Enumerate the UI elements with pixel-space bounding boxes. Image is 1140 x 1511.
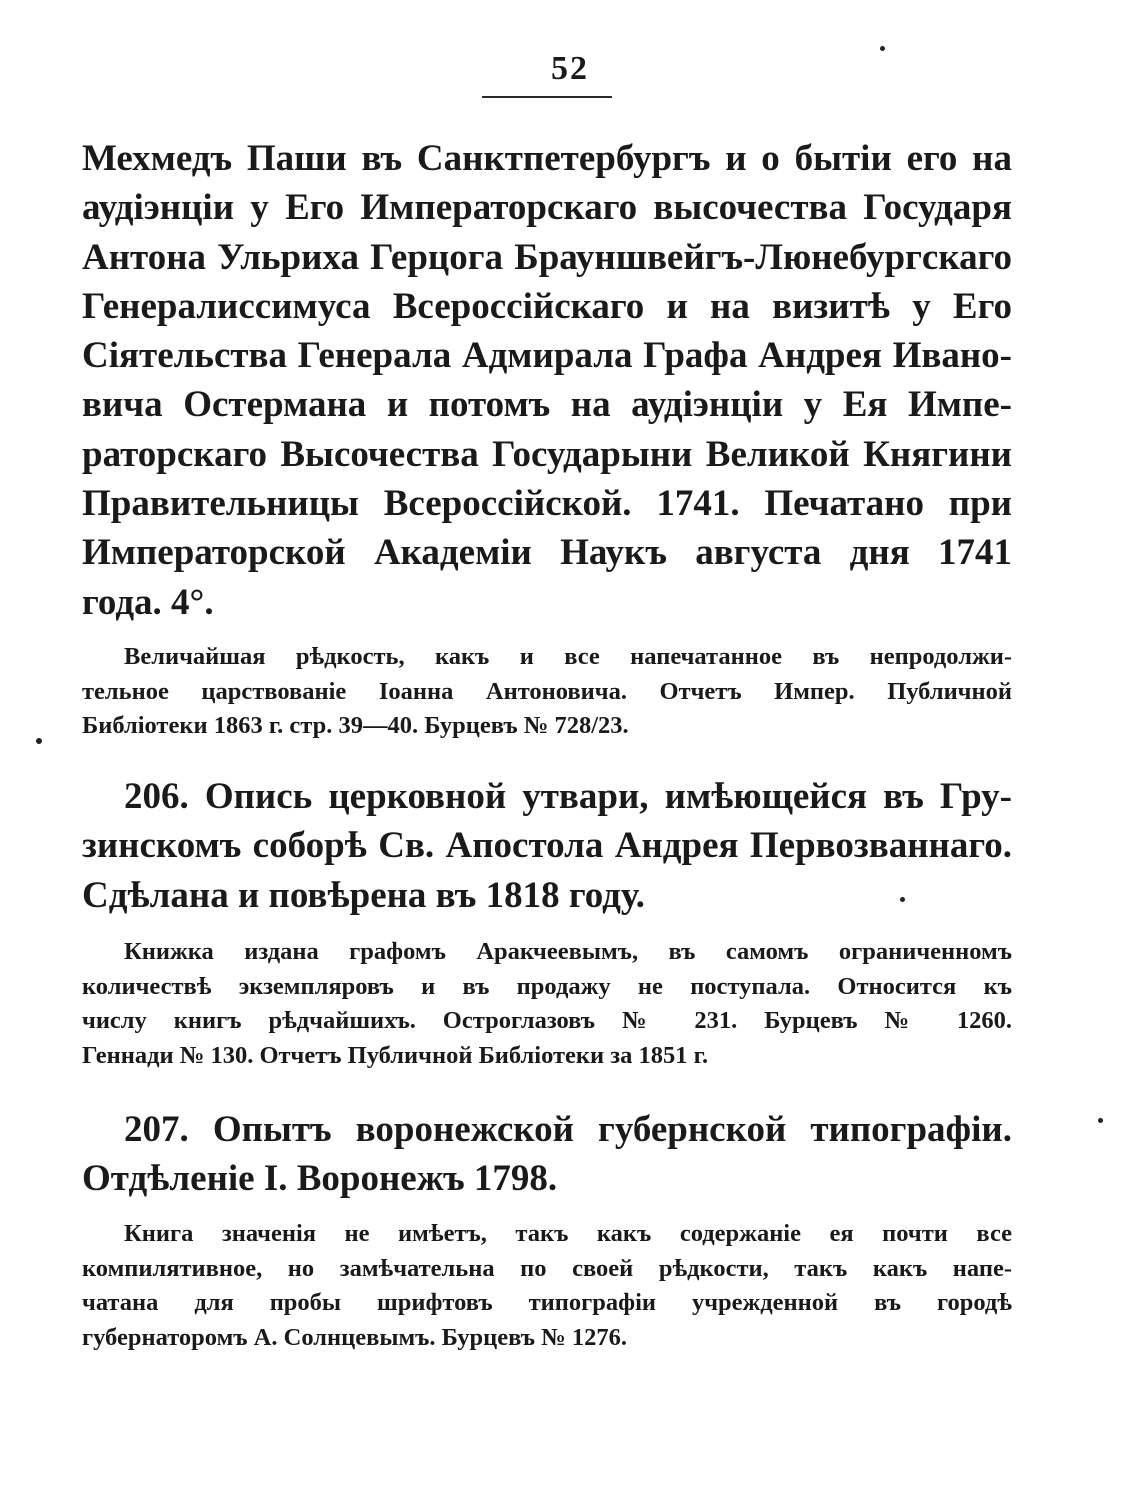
- text-line: Сдѣлана и повѣрена въ 1818 году.: [82, 874, 645, 916]
- text-line: 206. Опись церковной утвари, имѣющейся въ Гру-: [124, 776, 1012, 817]
- text-line: Правительницы Всероссійской. 1741. Печатано при: [82, 483, 1012, 525]
- text-line: Генералиссимуса Всероссійскаго и на визитѣ у Его: [82, 285, 1012, 327]
- entry-continued-note: [82, 640, 1012, 744]
- note-line: Геннади № 130. Отчетъ Публичной Библіотеки за 1851 г.: [82, 1041, 709, 1069]
- text-line: аудіэнціи у Его Императорскаго высочества Государя: [82, 187, 1012, 229]
- scan-speck: [36, 738, 42, 744]
- text-line: Мехмедъ Паши въ Санктпетербургъ и о бытіи его на: [82, 138, 1012, 179]
- note-line: Книжка издана графомъ Аракчеевымъ, въ самомъ ограниченномъ: [124, 938, 1012, 965]
- note-line: числу книгъ рѣдчайшихъ. Остроглазовъ № 231. Бурцевъ № 1260.: [82, 1007, 1012, 1034]
- text-line: Отдѣленіе I. Воронежъ 1798.: [82, 1158, 558, 1200]
- text-line: зинскомъ соборѣ Св. Апостола Андрея Первозваннаго.: [82, 825, 1012, 867]
- text-line: вича Остермана и потомъ на аудіэнціи у Ея Импе-: [82, 384, 1012, 426]
- text-line: 207. Опытъ воронежской губернской типографіи.: [124, 1109, 1012, 1150]
- page-number-rule: [482, 96, 612, 98]
- scan-speck: [880, 46, 885, 51]
- note-line: губернаторомъ А. Солнцевымъ. Бурцевъ № 1276.: [82, 1323, 628, 1351]
- text-line: раторскаго Высочества Государыни Великой Княгини: [82, 433, 1012, 475]
- note-line: Величайшая рѣдкость, какъ и все напечатанное въ непродолжи-: [124, 643, 1012, 670]
- scan-speck: [900, 897, 905, 902]
- scan-speck: [1098, 1118, 1103, 1123]
- text-line: Императорской Академіи Наукъ августа дня 1741: [82, 532, 1012, 574]
- text-line: года. 4°.: [82, 581, 214, 623]
- page-number: 52: [551, 50, 589, 87]
- note-line: компилятивное, но замѣчательна по своей рѣдкости, такъ какъ напе-: [82, 1254, 1012, 1282]
- entry-207-text: [82, 1105, 1012, 1204]
- entry-207-note: [82, 1217, 1012, 1355]
- text-line: Сіятельства Генерала Адмирала Графа Андрея Ивано-: [82, 335, 1012, 377]
- text-line: Антона Ульриха Герцога Брауншвейгъ-Люнебургскаго: [82, 236, 1012, 278]
- note-line: Книга значенія не имѣетъ, такъ какъ содержаніе ея почти все: [124, 1220, 1012, 1247]
- entry-continued-text: [82, 134, 1012, 627]
- entry-206-text: [82, 772, 1012, 920]
- entry-206-note: [82, 935, 1012, 1073]
- note-line: Библіотеки 1863 г. стр. 39—40. Бурцевъ № 728/23.: [82, 712, 629, 739]
- note-line: чатана для пробы шрифтовъ типографіи учрежденной въ городѣ: [82, 1289, 1012, 1316]
- note-line: тельное царствованіе Іоанна Антоновича. Отчетъ Импер. Публичной: [82, 677, 1012, 705]
- note-line: количествѣ экземпляровъ и въ продажу не поступала. Относится къ: [82, 972, 1012, 1000]
